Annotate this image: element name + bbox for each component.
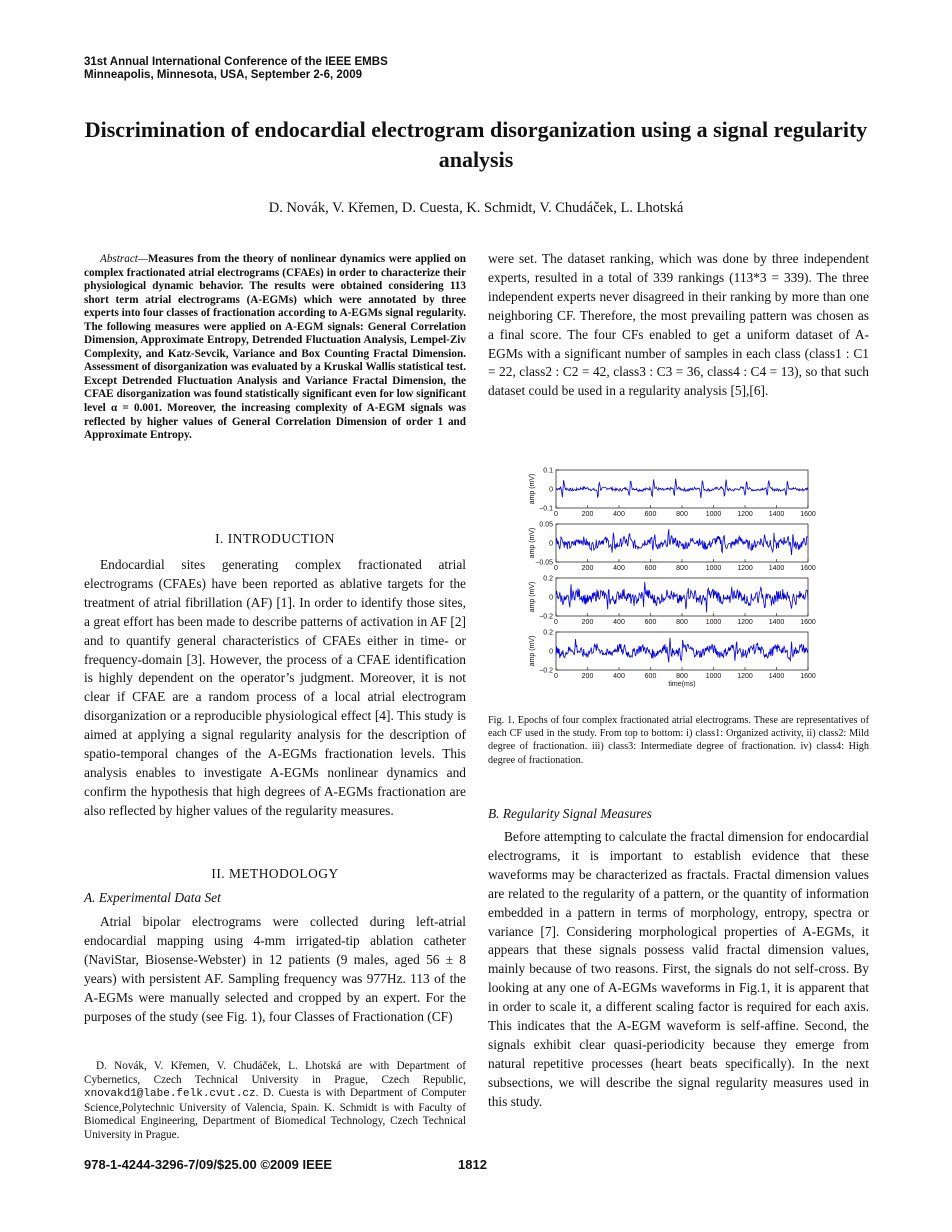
x-tick-label: 0 (554, 511, 558, 518)
x-tick-label: 1000 (705, 673, 722, 680)
x-tick-label: 1200 (737, 565, 753, 572)
x-tick-label: 1600 (800, 511, 816, 518)
subsection-a-body (84, 913, 466, 1026)
x-tick-label: 800 (676, 511, 688, 518)
y-tick-label: 0.2 (543, 629, 553, 637)
author-footnote (84, 1060, 466, 1143)
y-tick-label: 0.1 (543, 467, 553, 475)
y-tick-label: −0.2 (539, 613, 553, 621)
y-axis-label: amp (mV) (529, 527, 536, 559)
abstract (84, 253, 466, 443)
intro-paragraph: Endocardial sites generating complex fractionated atrial electrograms (CFAEs) have been reported as ablative targets for the treatment of atrial fibrillation (AF) [1]. In order to identify those sites, a great effort has been made to describe patterns of activation in AF [2] and to quantify general characteristics of CFAEs either in time- or frequency-domain [3]. However, the process of a CFAE identification is highly dependent on the operator’s judgment. Moreover, it is not clear if CFAE are a random process of a local atrial electrogram disorganization or a reproducible physiological effect [4]. This study is aimed at applying a signal regularity analysis for the description of spatio-temporal changes of the A-EGMs fractionation levels. This analysis enables to investigate A-EGMs nonlinear dynamics and confirm the hypothesis that high degrees of A-EGMs fractionation are also reflected by higher values of the regularity measures. (84, 557, 466, 818)
conference-line-1: 31st Annual International Conference of the IEEE EMBS (84, 56, 388, 68)
y-tick-label: 0 (549, 540, 553, 548)
conference-header (84, 56, 388, 82)
y-tick-label: 0.05 (539, 521, 553, 529)
y-tick-label: 0 (549, 594, 553, 602)
intro-heading: I. INTRODUCTION (215, 531, 335, 546)
x-tick-label: 800 (676, 673, 688, 680)
signal-trace-class4 (556, 638, 808, 663)
x-tick-label: 200 (581, 619, 594, 626)
footer-page-number: 1812 (458, 1157, 487, 1172)
x-tick-label: 1000 (705, 619, 722, 626)
x-tick-label: 1600 (800, 619, 816, 626)
x-tick-label: 200 (581, 511, 594, 518)
dataset-continuation (488, 250, 869, 401)
y-tick-label: 0.2 (543, 575, 553, 583)
footer-isbn: 978-1-4244-3296-7/09/$25.00 ©2009 IEEE (84, 1157, 333, 1172)
subsection-b-body (488, 828, 869, 1112)
x-tick-label: 0 (554, 619, 558, 626)
x-tick-label: 400 (613, 511, 625, 518)
x-tick-label: 1000 (705, 511, 722, 518)
x-tick-label: 400 (613, 673, 625, 680)
y-tick-label: −0.05 (535, 559, 553, 567)
x-tick-label: 800 (676, 619, 688, 626)
x-tick-label: 1400 (768, 511, 785, 518)
x-tick-label: 1200 (737, 511, 753, 518)
footnote-text-1: D. Novák, V. Křemen, V. Chudáček, L. Lhotská are with Department of Cybernetics, Czech Technical University in Prague, Czech Republic, (84, 1060, 466, 1086)
y-tick-label: 0 (549, 648, 553, 656)
y-tick-label: −0.1 (539, 505, 553, 513)
subsection-b-heading: B. Regularity Signal Measures (488, 806, 652, 821)
x-tick-label: 600 (644, 619, 657, 626)
x-tick-label: 600 (644, 511, 657, 518)
intro-body (84, 556, 466, 821)
subsection-a-heading: A. Experimental Data Set (84, 890, 221, 905)
x-tick-label: 400 (613, 565, 625, 572)
signal-trace-class2 (556, 529, 808, 555)
x-tick-label: 1200 (737, 673, 753, 680)
x-tick-label: 1400 (768, 565, 785, 572)
abstract-text: Measures from the theory of nonlinear dynamics were applied on complex fractionated atrial electrograms (CFAEs) in order to characterize their physiological dynamic behavior. The results were obtained considering 113 short term atrial electrograms (A-EGMs) which were annotated by three experts into four classes of fractionation according to A-EGMs signal regularity. The following measures were applied on A-EGM signals: General Correlation Dimension, Approximate Entropy, Detrended Fluctuation Analysis, Lempel-Ziv Complexity, and Katz-Sevcik, Variance and Box Counting Fractal Dimension. Assessment of disorganization was evaluated by a Kruskal Wallis statistical test. Except Detrended Fluctuation Analysis and Variance Fractal Dimension, the CFAE disorganization was found statistically significant even for low significant level α = 0.001. Moreover, the increasing complexity of A-EGM signals was reflected by higher values of General Correlation Dimension of order 1 and Approximate Entropy. (84, 253, 466, 442)
x-tick-label: 600 (644, 565, 657, 572)
footnote-text-2: . D. Cuesta is with Department of Computer Science,Polytechnic University of Valencia, Spain. K. Schmidt is with Faculty of Biomedical Engineering, Department of Biomedical Technology, Czech Technical University in Prague. (84, 1087, 466, 1141)
x-tick-label: 1400 (768, 619, 785, 626)
x-tick-label: 600 (644, 673, 657, 680)
subsection-b-paragraph: Before attempting to calculate the fractal dimension for endocardial electrograms, it is important to establish evidence that these waveforms may be characterized as fractals. Fractal dimension values are related to the regularity of a pattern, or the quantity of information embedded in a pattern in terms of morphology, entropy, spectra or variance [7]. Considering morphological properties of A-EGMs, it appears that these signals possess valid fractal dimension values, mainly because of two reasons. First, the signals do not self-cross. By looking at any one of A-EGMs waveforms in Fig.1, it is apparent that in order to scale it, a different scaling factor is required for each axis. This indicates that the A-EGM waveform is self-affine. Second, the signals exhibit clear quasi-periodicity because they emerge from natural repetitive processes (heart beats specifically). In the next subsections, we will describe the signal regularity measures used in this study. (488, 829, 869, 1109)
dataset-paragraph: were set. The dataset ranking, which was done by three independent experts, resulted in a total of 339 rankings (113*3 = 339). The three independent experts never disagreed in their ranking by more than one neighboring CF. Therefore, the most prevailing pattern was chosen as a final score. The four CFs enabled to get a uniform dataset of A-EGMs with a significant number of samples in each class (class1 : C1 = 22, class2 : C2 = 42, class3 : C3 = 36, class4 : C4 = 13), so that such dataset could be used in a regularity analysis [5],[6]. (488, 251, 869, 399)
x-tick-label: 800 (676, 565, 688, 572)
figure-1-chart (506, 462, 826, 698)
x-tick-label: 1600 (800, 565, 816, 572)
subsection-a-paragraph: Atrial bipolar electrograms were collected during left-atrial endocardial mapping using 4-mm irrigated-tip ablation catheter (NaviStar, Biosense-Webster) in 12 patients (9 males, aged 56 ± 8 years) with persistent AF. Sampling frequency was 977Hz. 113 of the A-EGMs were manually selected and cropped by an expert. For the purposes of the study (see Fig. 1), four Classes of Fractionation (CF) (84, 914, 466, 1024)
y-axis-label: amp (mV) (529, 581, 536, 613)
author-list: D. Novák, V. Křemen, D. Cuesta, K. Schmidt, V. Chudáček, L. Lhotská (268, 200, 684, 216)
x-axis-label: time(ms) (668, 681, 696, 688)
x-tick-label: 0 (554, 565, 558, 572)
conference-line-2: Minneapolis, Minnesota, USA, September 2-6, 2009 (84, 69, 362, 81)
y-tick-label: −0.2 (539, 667, 553, 675)
x-tick-label: 0 (554, 673, 558, 680)
y-tick-label: 0 (549, 486, 553, 494)
x-tick-label: 1000 (705, 565, 722, 572)
methodology-heading: II. METHODOLOGY (211, 866, 339, 881)
signal-trace-class1 (556, 479, 808, 499)
x-tick-label: 1200 (737, 619, 753, 626)
x-tick-label: 200 (581, 673, 594, 680)
x-tick-label: 400 (613, 619, 625, 626)
figure-1-caption: Fig. 1. Epochs of four complex fractionated atrial electrograms. These are representatives of each CF used in the study. From top to bottom: i) class1: Organized activity, ii) class2: Mild degree of fractionation. iii) class3: Intermediate degree of fractionation. iv) class4: High degree of fractionation. (488, 715, 869, 766)
abstract-label: Abstract— (100, 253, 148, 265)
author-email: xnovakd1@labe.felk.cvut.cz (84, 1088, 256, 1101)
paper-title: Discrimination of endocardial electrogram disorganization using a signal regularity analysis (84, 117, 868, 172)
y-axis-label: amp (mV) (529, 635, 536, 667)
y-axis-label: amp (mV) (529, 473, 536, 505)
signal-trace-class3 (556, 582, 808, 612)
x-tick-label: 200 (581, 565, 594, 572)
x-tick-label: 1400 (768, 673, 785, 680)
x-tick-label: 1600 (800, 673, 816, 680)
